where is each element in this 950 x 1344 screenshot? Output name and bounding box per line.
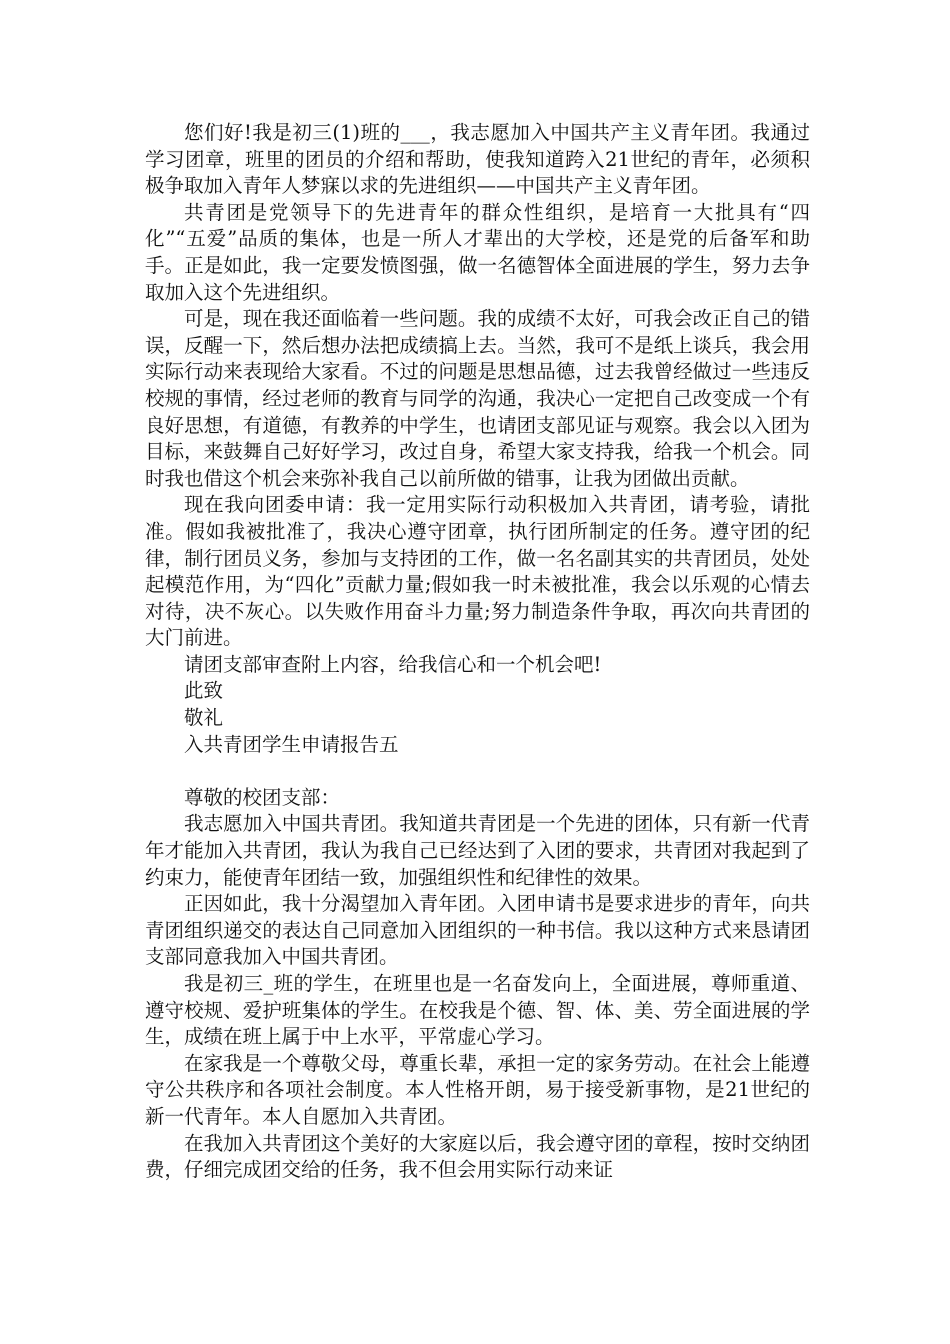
paragraph-eagerness: 正因如此，我十分渴望加入青年团。入团申请书是要求进步的青年，向共青团组织递交的表达自己同意加入团组织的一种书信。我以这种方式来恳请团支部同意我加入中国共青团。	[145, 892, 810, 969]
closing-cizhi: 此致	[184, 679, 224, 703]
paragraph-school-self: 我是初三_班的学生，在班里也是一名奋发向上，全面进展，尊师重道、遵守校规、爱护班集体的学生。在校我是个德、智、体、美、劳全面进展的学生，成绩在班上属于中上水平，平常虚心学习。	[145, 972, 810, 1049]
paragraph-league-description: 共青团是党领导下的先进青年的群众性组织，是培育一大批具有“四化”“五爱”品质的集体，也是一所人才辈出的大学校，还是党的后备军和助手。正是如此，我一定要发愤图强，做一名德智体全面进展的学生，努力去争取加入这个先进组织。	[145, 200, 810, 304]
paragraph-commitment: 在我加入共青团这个美好的大家庭以后，我会遵守团的章程，按时交纳团费，仔细完成团交给的任务，我不但会用实际行动来证	[145, 1131, 810, 1182]
closing-jingli: 敬礼	[184, 706, 224, 730]
paragraph-home-self: 在家我是一个尊敬父母，尊重长辈，承担一定的家务劳动。在社会上能遵守公共秩序和各项社会制度。本人性格开朗，易于接受新事物，是21世纪的新一代青年。本人自愿加入共青团。	[145, 1051, 810, 1128]
paragraph-aspiration: 我志愿加入中国共青团。我知道共青团是一个先进的团体，只有新一代青年才能加入共青团，我认为我自己已经达到了入团的要求，共青团对我起到了约束力，能使青年团结一致，加强组织性和纪律性的效果。	[145, 812, 810, 889]
paragraph-request: 请团支部审查附上内容，给我信心和一个机会吧!	[184, 652, 602, 676]
paragraph-problems: 可是，现在我还面临着一些问题。我的成绩不太好，可我会改正自己的错误，反醒一下，然后想办法把成绩搞上去。当然，我可不是纸上谈兵，我会用实际行动来表现给大家看。不过的问题是思想品德，过去我曾经做过一些违反校规的事情，经过老师的教育与同学的沟通，我决心一定把自己改变成一个有良好思想，有道德，有教养的中学生，也请团支部见证与观察。我会以入团为目标，来鼓舞自己好好学习，改过自身，希望大家支持我，给我一个机会。同时我也借这个机会来弥补我自己以前所做的错事，让我为团做出贡献。	[145, 307, 810, 490]
paragraph-application: 现在我向团委申请：我一定用实际行动积极加入共青团，请考验，请批准。假如我被批准了，我决心遵守团章，执行团所制定的任务。遵守团的纪律，制行团员义务，参加与支持团的工作，做一名名副其实的共青团员，处处起模范作用，为“四化”贡献力量;假如我一时未被批准，我会以乐观的心情去对待，决不灰心。以失败作用奋斗力量;努力制造条件争取，再次向共青团的大门前进。	[145, 493, 810, 650]
paragraph-greeting-intro: 您们好!我是初三(1)班的___，我志愿加入中国共产主义青年团。我通过学习团章，班里的团员的介绍和帮助，使我知道跨入21世纪的青年，必须积极争取加入青年人梦寐以求的先进组织——中国共产主义青年团。	[145, 121, 810, 198]
blank-line	[145, 758, 810, 785]
salutation: 尊敬的校团支部：	[184, 785, 341, 809]
document-page	[145, 120, 810, 1184]
section-title: 入共青团学生申请报告五	[184, 732, 399, 756]
